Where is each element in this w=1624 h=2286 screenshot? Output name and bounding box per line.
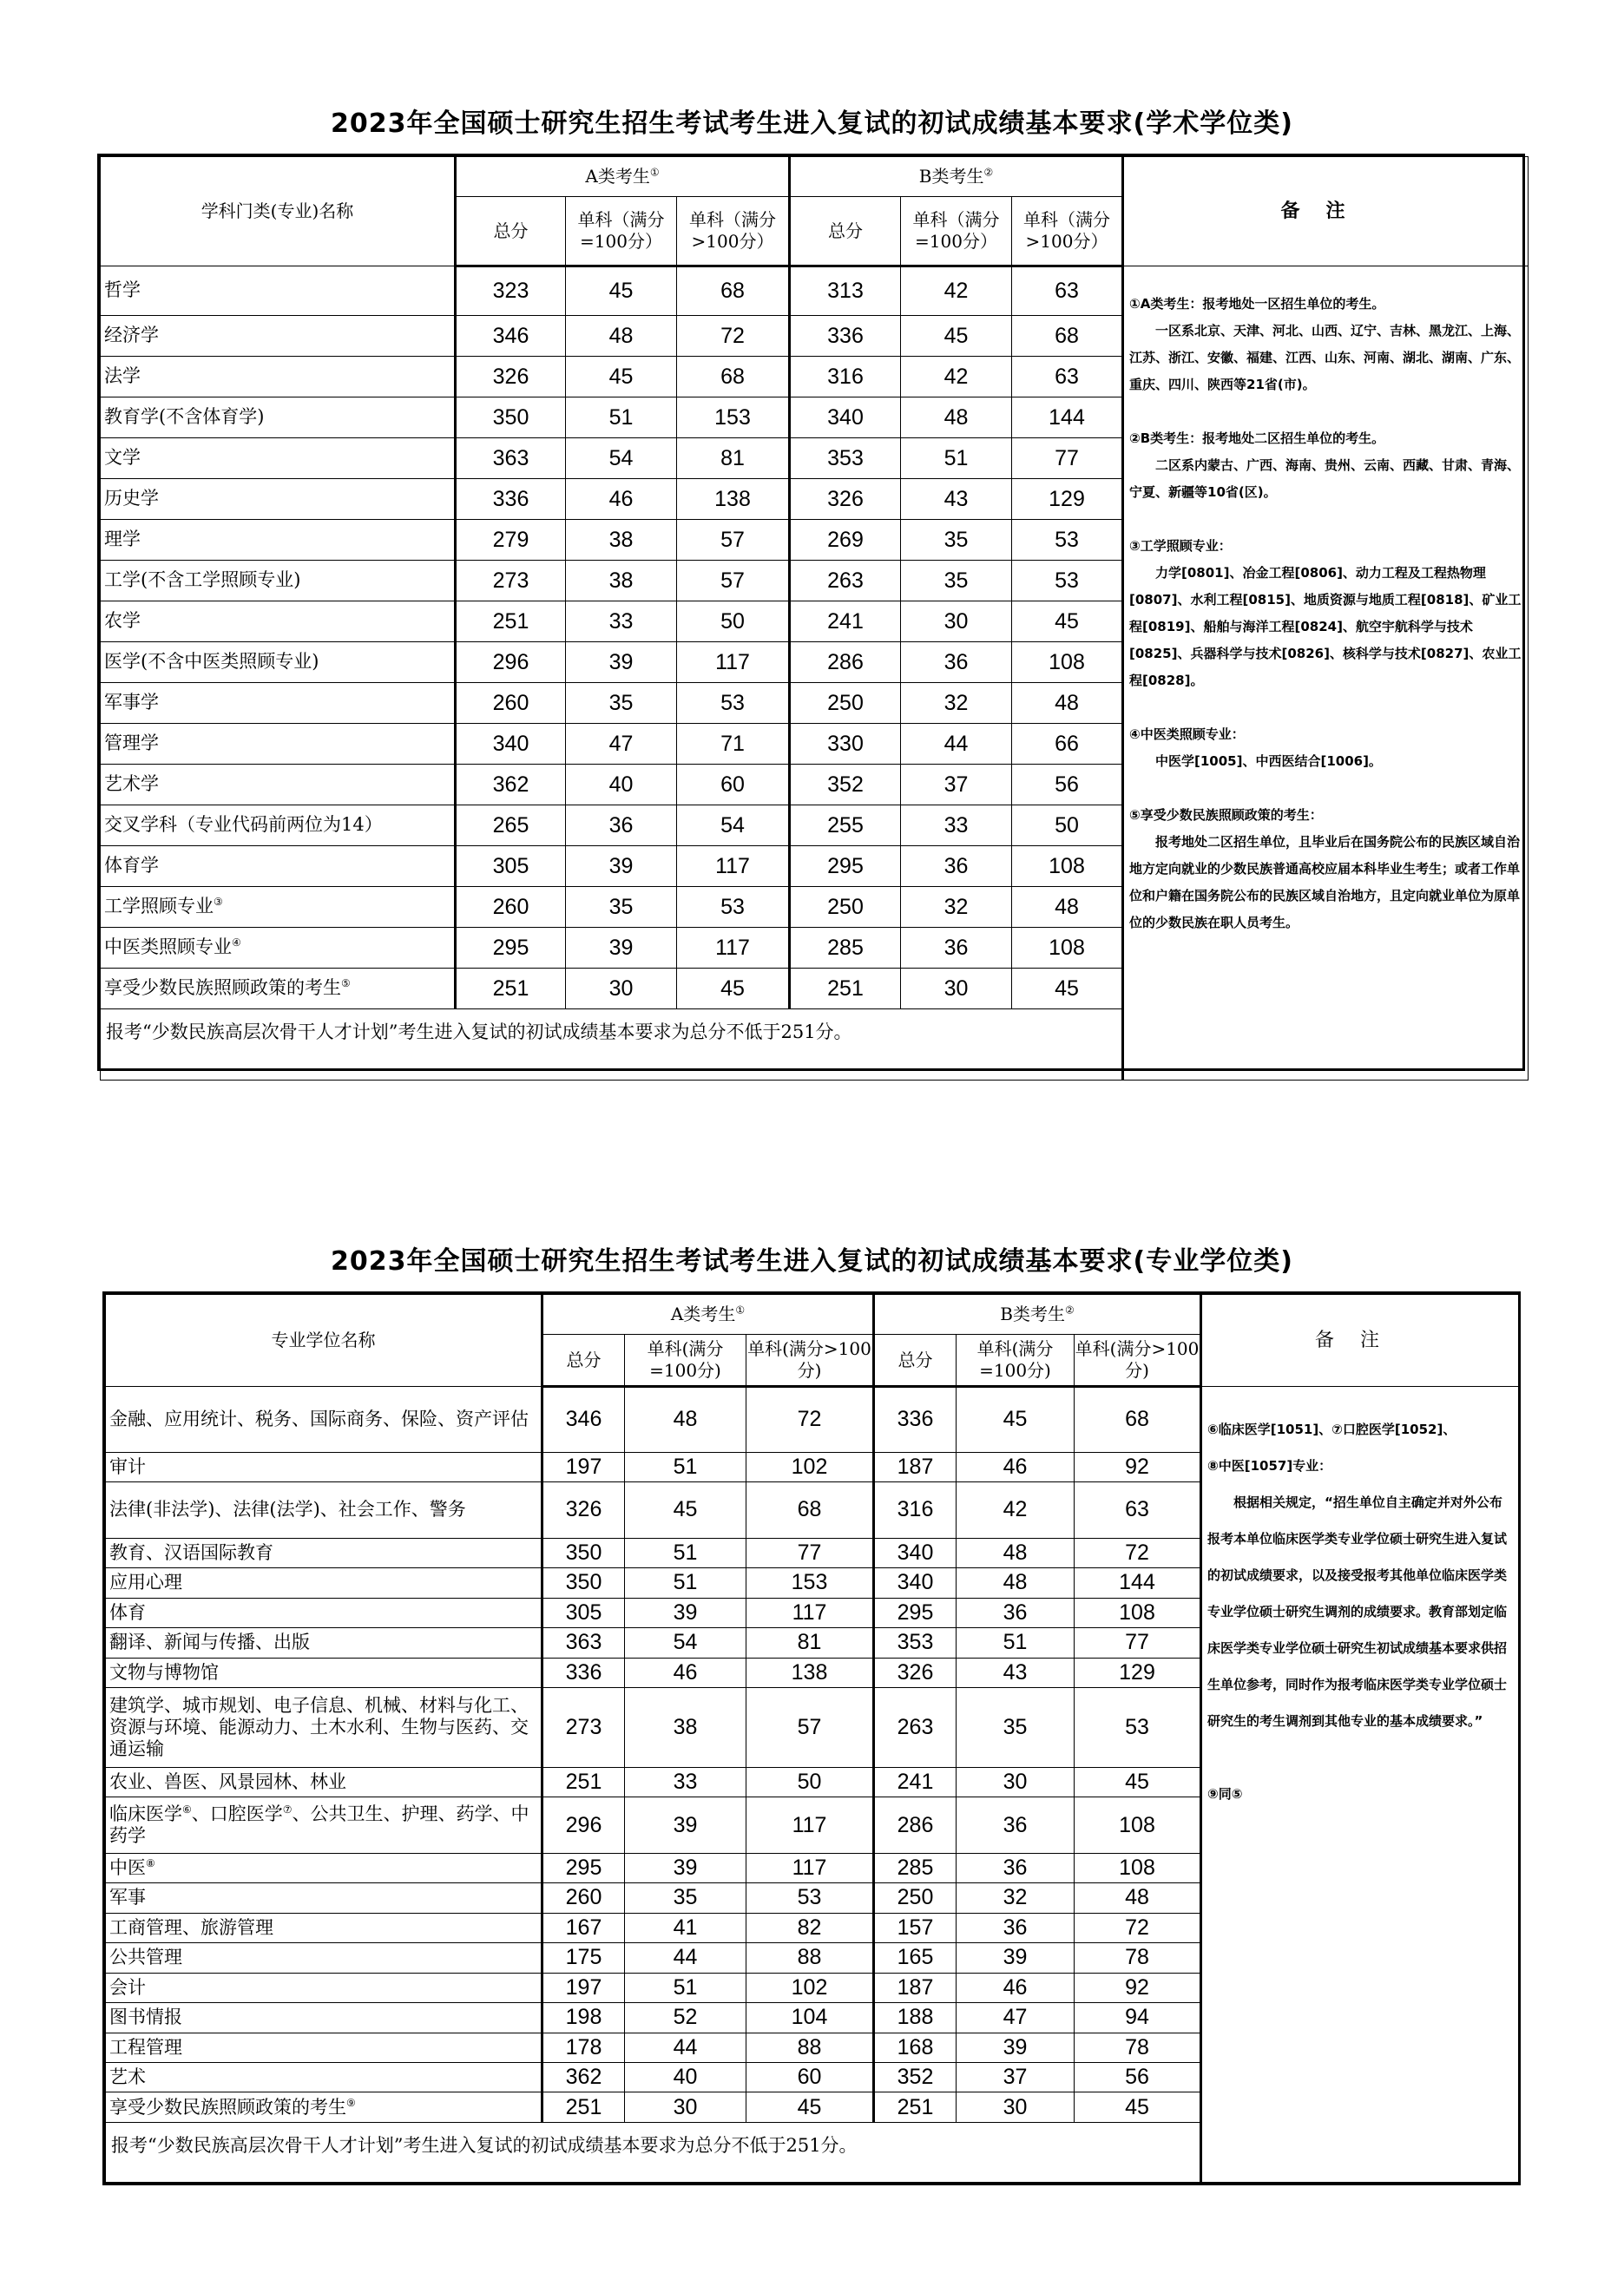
score-a-s100: 39	[625, 1853, 746, 1882]
table-row	[106, 1387, 1519, 1453]
score-a-total: 175	[542, 1943, 625, 1973]
score-b-s100: 42	[957, 1482, 1075, 1538]
score-a-sgt: 77	[746, 1538, 874, 1567]
score-a-total: 295	[456, 928, 566, 969]
subject-name: 法学	[101, 357, 456, 397]
score-a-total: 279	[456, 520, 566, 561]
name-col-header: 学科门类(专业)名称	[101, 157, 456, 266]
score-b-sgt: 144	[1075, 1568, 1201, 1598]
score-a-total: 305	[542, 1598, 625, 1627]
score-b-total: 326	[874, 1658, 957, 1687]
score-b-sgt: 108	[1075, 1797, 1201, 1853]
score-a-total: 346	[456, 316, 566, 357]
score-a-s100: 38	[566, 561, 677, 601]
score-a-s100: 51	[625, 1973, 746, 2002]
score-b-sgt: 129	[1012, 479, 1123, 520]
b-single-100-header: 单科（满分=100分）	[901, 197, 1012, 266]
degree-name: 审计	[106, 1452, 542, 1481]
score-a-sgt: 60	[677, 765, 790, 805]
score-b-sgt: 108	[1075, 1598, 1201, 1627]
score-a-sgt: 153	[746, 1568, 874, 1598]
score-a-s100: 33	[566, 601, 677, 642]
score-b-total: 157	[874, 1913, 957, 1942]
score-a-sgt: 68	[677, 357, 790, 397]
score-a-sgt: 117	[677, 642, 790, 683]
score-a-s100: 36	[566, 805, 677, 846]
score-a-sgt: 138	[746, 1658, 874, 1687]
score-b-sgt: 94	[1075, 2003, 1201, 2033]
score-a-sgt: 50	[746, 1767, 874, 1797]
score-b-sgt: 108	[1012, 642, 1123, 683]
score-a-sgt: 53	[677, 683, 790, 724]
score-a-s100: 39	[625, 1598, 746, 1627]
score-a-total: 326	[456, 357, 566, 397]
score-a-total: 326	[542, 1482, 625, 1538]
score-a-total: 340	[456, 724, 566, 765]
score-a-s100: 46	[566, 479, 677, 520]
score-b-s100: 43	[901, 479, 1012, 520]
footer-note: 报考“少数民族高层次骨干人才计划”考生进入复试的初试成绩基本要求为总分不低于251分。	[106, 2122, 1201, 2182]
score-b-sgt: 77	[1012, 438, 1123, 479]
score-a-sgt: 71	[677, 724, 790, 765]
degree-name: 翻译、新闻与传播、出版	[106, 1628, 542, 1658]
degree-name: 工程管理	[106, 2033, 542, 2062]
score-b-s100: 36	[901, 642, 1012, 683]
score-b-s100: 44	[901, 724, 1012, 765]
score-b-s100: 35	[957, 1687, 1075, 1767]
score-a-sgt: 57	[746, 1687, 874, 1767]
degree-name: 公共管理	[106, 1943, 542, 1973]
score-a-total: 336	[542, 1658, 625, 1687]
score-b-s100: 30	[901, 601, 1012, 642]
subject-name: 艺术学	[101, 765, 456, 805]
score-b-total: 285	[874, 1853, 957, 1882]
table-row	[101, 266, 1529, 316]
subject-name: 医学(不含中医类照顾专业)	[101, 642, 456, 683]
score-a-sgt: 117	[677, 846, 790, 887]
score-b-s100: 43	[957, 1658, 1075, 1687]
score-b-total: 336	[874, 1387, 957, 1453]
score-a-sgt: 53	[746, 1883, 874, 1913]
score-b-total: 316	[874, 1482, 957, 1538]
score-a-s100: 35	[625, 1883, 746, 1913]
score-a-total: 260	[542, 1883, 625, 1913]
score-b-sgt: 92	[1075, 1452, 1201, 1481]
score-b-total: 352	[874, 2063, 957, 2092]
score-b-sgt: 45	[1012, 601, 1123, 642]
pro-b-single-gt100-header: 单科(满分>100分)	[1075, 1335, 1201, 1387]
score-a-sgt: 82	[746, 1913, 874, 1942]
degree-name: 农业、兽医、风景园林、林业	[106, 1767, 542, 1797]
score-a-total: 363	[456, 438, 566, 479]
score-b-sgt: 45	[1075, 2092, 1201, 2122]
score-a-total: 350	[542, 1538, 625, 1567]
score-a-s100: 48	[566, 316, 677, 357]
b-total-header: 总分	[790, 197, 901, 266]
score-a-s100: 35	[566, 887, 677, 928]
subject-name: 经济学	[101, 316, 456, 357]
score-b-sgt: 48	[1075, 1883, 1201, 1913]
score-b-s100: 47	[957, 2003, 1075, 2033]
score-b-s100: 35	[901, 561, 1012, 601]
score-b-total: 326	[790, 479, 901, 520]
remarks-notes: ⑥临床医学[1051]、⑦口腔医学[1052]、 ⑧中医[1057]专业： 根据相关规定，“招生单位自主确定并对外公布报考本单位临床医学类专业学位硕士研究生进入复试的初试成绩要求，以及接受报考其他单位临床医学类专业学位硕士研究生调剂的成绩要求。教育部划定临床医学类专业学位硕士研究生初试成绩基本要求供招生单位参考，同时作为报考临床医学类专业学位硕士研究生的考生调剂到其他专业的基本成绩要求。” ⑨同⑤	[1201, 1387, 1519, 2183]
score-b-sgt: 77	[1075, 1628, 1201, 1658]
score-a-s100: 54	[566, 438, 677, 479]
score-a-total: 251	[542, 1767, 625, 1797]
score-b-total: 187	[874, 1973, 957, 2002]
score-b-sgt: 78	[1075, 2033, 1201, 2062]
score-a-total: 260	[456, 887, 566, 928]
score-a-s100: 51	[625, 1568, 746, 1598]
remarks-notes: ①A类考生：报考地处一区招生单位的考生。 一区系北京、天津、河北、山西、辽宁、吉林、黑龙江、上海、江苏、浙江、安徽、福建、江西、山东、河南、湖北、湖南、广东、重庆、四川、陕西等21省(市)。 ②B类考生：报考地处二区招生单位的考生。 二区系内蒙古、广西、海南、贵州、云南、西藏、甘肃、青海、宁夏、新疆等10省(区)。 ③工学照顾专业： 力学[0801]、冶金工程[0806]、动力工程及工程热物理[0807]、水利工程[0815]、地质资源与地质工程[0818]、矿业工程[0819]、船舶与海洋工程[0824]、航空宇航科学与技术[0825]、兵器科学与技术[0826]、核科学与技术[0827]、农业工程[0828]。 ④中医类照顾专业： 中医学[1005]、中西医结合[1006]。 ⑤享受少数民族照顾政策的考生： 报考地处二区招生单位，且毕业后在国务院公布的民族区域自治地方定向就业的少数民族普通高校应届本科毕业生考生；或者工作单位和户籍在国务院公布的民族区域自治地方，且定向就业单位为原单位的少数民族在职人员考生。	[1123, 266, 1529, 1081]
subject-name: 理学	[101, 520, 456, 561]
score-a-sgt: 81	[746, 1628, 874, 1658]
score-a-total: 167	[542, 1913, 625, 1942]
score-b-sgt: 48	[1012, 887, 1123, 928]
subject-name: 农学	[101, 601, 456, 642]
score-b-total: 269	[790, 520, 901, 561]
score-b-sgt: 144	[1012, 397, 1123, 438]
score-a-s100: 41	[625, 1913, 746, 1942]
score-a-sgt: 68	[677, 266, 790, 316]
score-a-sgt: 45	[677, 969, 790, 1009]
degree-name: 应用心理	[106, 1568, 542, 1598]
score-a-total: 346	[542, 1387, 625, 1453]
score-b-sgt: 45	[1012, 969, 1123, 1009]
subject-name: 军事学	[101, 683, 456, 724]
score-b-sgt: 63	[1012, 266, 1123, 316]
score-b-total: 286	[874, 1797, 957, 1853]
score-a-sgt: 104	[746, 2003, 874, 2033]
score-b-sgt: 50	[1012, 805, 1123, 846]
pro-remarks-header: 备注	[1201, 1295, 1519, 1387]
degree-name: 体育	[106, 1598, 542, 1627]
score-b-total: 295	[790, 846, 901, 887]
score-b-s100: 36	[957, 1913, 1075, 1942]
degree-name: 临床医学⑥、口腔医学⑦、公共卫生、护理、药学、中药学	[106, 1797, 542, 1853]
score-b-sgt: 129	[1075, 1658, 1201, 1687]
score-a-sgt: 54	[677, 805, 790, 846]
score-a-total: 323	[456, 266, 566, 316]
score-a-s100: 38	[625, 1687, 746, 1767]
degree-name: 军事	[106, 1883, 542, 1913]
score-b-s100: 30	[957, 2092, 1075, 2122]
score-b-s100: 45	[957, 1387, 1075, 1453]
subject-name: 教育学(不含体育学)	[101, 397, 456, 438]
score-a-s100: 40	[566, 765, 677, 805]
score-a-total: 295	[542, 1853, 625, 1882]
score-a-sgt: 153	[677, 397, 790, 438]
score-a-sgt: 60	[746, 2063, 874, 2092]
professional-title: 2023年全国硕士研究生招生考试考生进入复试的初试成绩基本要求(专业学位类)	[331, 1246, 1293, 1277]
score-b-total: 255	[790, 805, 901, 846]
score-a-s100: 39	[566, 642, 677, 683]
score-b-s100: 48	[957, 1568, 1075, 1598]
score-b-sgt: 53	[1075, 1687, 1201, 1767]
score-b-total: 353	[790, 438, 901, 479]
degree-name: 艺术	[106, 2063, 542, 2092]
score-b-total: 263	[790, 561, 901, 601]
subject-name: 中医类照顾专业④	[101, 928, 456, 969]
score-b-total: 188	[874, 2003, 957, 2033]
degree-name: 中医⑧	[106, 1853, 542, 1882]
score-b-s100: 32	[901, 683, 1012, 724]
score-b-total: 316	[790, 357, 901, 397]
pro-a-total-header: 总分	[542, 1335, 625, 1387]
subject-name: 管理学	[101, 724, 456, 765]
score-b-s100: 36	[957, 1853, 1075, 1882]
pro-a-single-100-header: 单科(满分=100分)	[625, 1335, 746, 1387]
score-a-total: 260	[456, 683, 566, 724]
score-b-total: 187	[874, 1452, 957, 1481]
degree-name: 文物与博物馆	[106, 1658, 542, 1687]
score-b-total: 340	[790, 397, 901, 438]
score-b-s100: 36	[957, 1797, 1075, 1853]
score-a-sgt: 88	[746, 1943, 874, 1973]
score-b-total: 285	[790, 928, 901, 969]
score-a-s100: 51	[625, 1538, 746, 1567]
score-a-total: 362	[456, 765, 566, 805]
score-b-s100: 46	[957, 1973, 1075, 2002]
score-a-total: 350	[542, 1568, 625, 1598]
score-b-sgt: 68	[1075, 1387, 1201, 1453]
score-a-total: 251	[542, 2092, 625, 2122]
score-b-total: 336	[790, 316, 901, 357]
score-b-s100: 39	[957, 1943, 1075, 1973]
score-b-sgt: 45	[1075, 1767, 1201, 1797]
score-b-total: 168	[874, 2033, 957, 2062]
academic-title: 2023年全国硕士研究生招生考试考生进入复试的初试成绩基本要求(学术学位类)	[331, 108, 1293, 139]
score-a-s100: 30	[625, 2092, 746, 2122]
degree-name: 法律(非法学)、法律(法学)、社会工作、警务	[106, 1482, 542, 1538]
score-a-s100: 52	[625, 2003, 746, 2033]
score-a-sgt: 72	[746, 1387, 874, 1453]
score-a-sgt: 117	[746, 1598, 874, 1627]
score-a-s100: 51	[625, 1452, 746, 1481]
subject-name: 工学(不含工学照顾专业)	[101, 561, 456, 601]
score-b-s100: 35	[901, 520, 1012, 561]
a-total-header: 总分	[456, 197, 566, 266]
score-a-total: 305	[456, 846, 566, 887]
score-b-total: 241	[790, 601, 901, 642]
score-a-total: 336	[456, 479, 566, 520]
score-b-total: 295	[874, 1598, 957, 1627]
score-a-s100: 30	[566, 969, 677, 1009]
score-b-s100: 33	[901, 805, 1012, 846]
score-a-total: 273	[542, 1687, 625, 1767]
score-a-total: 197	[542, 1973, 625, 2002]
score-b-sgt: 63	[1075, 1482, 1201, 1538]
score-a-s100: 33	[625, 1767, 746, 1797]
remarks-header: 备注	[1123, 157, 1529, 266]
group-b-header: B类考生②	[790, 157, 1123, 197]
score-b-s100: 42	[901, 266, 1012, 316]
score-b-sgt: 63	[1012, 357, 1123, 397]
score-b-total: 352	[790, 765, 901, 805]
pro-name-col-header: 专业学位名称	[106, 1295, 542, 1387]
score-b-sgt: 48	[1012, 683, 1123, 724]
a-single-100-header: 单科（满分=100分）	[566, 197, 677, 266]
score-b-s100: 30	[901, 969, 1012, 1009]
score-b-total: 241	[874, 1767, 957, 1797]
pro-a-single-gt100-header: 单科(满分>100分)	[746, 1335, 874, 1387]
score-b-total: 313	[790, 266, 901, 316]
score-a-sgt: 88	[746, 2033, 874, 2062]
score-b-sgt: 108	[1012, 928, 1123, 969]
score-a-total: 265	[456, 805, 566, 846]
score-a-total: 296	[542, 1797, 625, 1853]
score-a-s100: 38	[566, 520, 677, 561]
score-b-s100: 51	[901, 438, 1012, 479]
score-b-sgt: 66	[1012, 724, 1123, 765]
score-b-sgt: 72	[1075, 1913, 1201, 1942]
score-a-total: 350	[456, 397, 566, 438]
score-b-s100: 46	[957, 1452, 1075, 1481]
subject-name: 文学	[101, 438, 456, 479]
score-b-total: 340	[874, 1538, 957, 1567]
score-a-sgt: 117	[746, 1853, 874, 1882]
score-a-sgt: 117	[677, 928, 790, 969]
score-a-s100: 39	[566, 846, 677, 887]
score-a-s100: 54	[625, 1628, 746, 1658]
score-b-total: 251	[874, 2092, 957, 2122]
score-b-total: 353	[874, 1628, 957, 1658]
academic-table	[97, 154, 1525, 1071]
pro-b-single-100-header: 单科(满分=100分)	[957, 1335, 1075, 1387]
score-b-s100: 37	[957, 2063, 1075, 2092]
score-a-sgt: 102	[746, 1973, 874, 2002]
score-b-total: 330	[790, 724, 901, 765]
score-a-sgt: 81	[677, 438, 790, 479]
pro-group-a-header: A类考生①	[542, 1295, 874, 1335]
score-a-sgt: 45	[746, 2092, 874, 2122]
score-b-s100: 48	[957, 1538, 1075, 1567]
score-b-total: 250	[790, 887, 901, 928]
score-a-total: 198	[542, 2003, 625, 2033]
pro-b-total-header: 总分	[874, 1335, 957, 1387]
degree-name: 教育、汉语国际教育	[106, 1538, 542, 1567]
score-b-sgt: 56	[1075, 2063, 1201, 2092]
degree-name: 会计	[106, 1973, 542, 2002]
score-b-s100: 39	[957, 2033, 1075, 2062]
degree-name: 金融、应用统计、税务、国际商务、保险、资产评估	[106, 1387, 542, 1453]
score-a-sgt: 50	[677, 601, 790, 642]
score-b-sgt: 72	[1075, 1538, 1201, 1567]
score-b-total: 251	[790, 969, 901, 1009]
score-a-sgt: 72	[677, 316, 790, 357]
score-a-s100: 40	[625, 2063, 746, 2092]
score-b-sgt: 78	[1075, 1943, 1201, 1973]
score-a-total: 273	[456, 561, 566, 601]
score-a-s100: 45	[625, 1482, 746, 1538]
score-b-sgt: 68	[1012, 316, 1123, 357]
score-a-s100: 44	[625, 1943, 746, 1973]
score-b-s100: 32	[957, 1883, 1075, 1913]
score-b-s100: 45	[901, 316, 1012, 357]
footer-note: 报考“少数民族高层次骨干人才计划”考生进入复试的初试成绩基本要求为总分不低于251分。	[101, 1009, 1123, 1081]
subject-name: 历史学	[101, 479, 456, 520]
subject-name: 交叉学科（专业代码前两位为14）	[101, 805, 456, 846]
score-a-total: 178	[542, 2033, 625, 2062]
professional-table	[102, 1291, 1521, 2185]
score-b-total: 263	[874, 1687, 957, 1767]
degree-name: 享受少数民族照顾政策的考生⑨	[106, 2092, 542, 2122]
score-a-s100: 47	[566, 724, 677, 765]
score-b-total: 286	[790, 642, 901, 683]
score-a-sgt: 53	[677, 887, 790, 928]
a-single-gt100-header: 单科（满分>100分）	[677, 197, 790, 266]
score-b-s100: 30	[957, 1767, 1075, 1797]
score-a-total: 296	[456, 642, 566, 683]
score-a-sgt: 57	[677, 561, 790, 601]
score-b-sgt: 53	[1012, 520, 1123, 561]
subject-name: 享受少数民族照顾政策的考生⑤	[101, 969, 456, 1009]
subject-name: 体育学	[101, 846, 456, 887]
score-b-sgt: 56	[1012, 765, 1123, 805]
score-a-total: 362	[542, 2063, 625, 2092]
score-b-s100: 36	[901, 928, 1012, 969]
score-b-s100: 36	[957, 1598, 1075, 1627]
score-b-s100: 37	[901, 765, 1012, 805]
score-a-s100: 45	[566, 357, 677, 397]
score-a-s100: 45	[566, 266, 677, 316]
score-b-sgt: 53	[1012, 561, 1123, 601]
score-b-sgt: 92	[1075, 1973, 1201, 2002]
score-a-total: 251	[456, 601, 566, 642]
score-b-s100: 51	[957, 1628, 1075, 1658]
degree-name: 工商管理、旅游管理	[106, 1913, 542, 1942]
score-a-total: 363	[542, 1628, 625, 1658]
group-a-header: A类考生①	[456, 157, 790, 197]
degree-name: 建筑学、城市规划、电子信息、机械、材料与化工、资源与环境、能源动力、土木水利、生物与医药、交通运输	[106, 1687, 542, 1767]
score-a-total: 197	[542, 1452, 625, 1481]
score-a-s100: 39	[625, 1797, 746, 1853]
score-b-s100: 42	[901, 357, 1012, 397]
score-a-s100: 35	[566, 683, 677, 724]
score-a-s100: 46	[625, 1658, 746, 1687]
score-a-s100: 48	[625, 1387, 746, 1453]
score-b-s100: 36	[901, 846, 1012, 887]
subject-name: 哲学	[101, 266, 456, 316]
score-b-total: 165	[874, 1943, 957, 1973]
score-a-sgt: 117	[746, 1797, 874, 1853]
score-a-sgt: 102	[746, 1452, 874, 1481]
subject-name: 工学照顾专业③	[101, 887, 456, 928]
score-a-sgt: 138	[677, 479, 790, 520]
score-b-s100: 48	[901, 397, 1012, 438]
score-b-sgt: 108	[1075, 1853, 1201, 1882]
pro-group-b-header: B类考生②	[874, 1295, 1201, 1335]
score-b-total: 340	[874, 1568, 957, 1598]
score-b-sgt: 108	[1012, 846, 1123, 887]
score-a-sgt: 57	[677, 520, 790, 561]
score-b-s100: 32	[901, 887, 1012, 928]
score-a-s100: 44	[625, 2033, 746, 2062]
score-a-sgt: 68	[746, 1482, 874, 1538]
b-single-gt100-header: 单科（满分>100分）	[1012, 197, 1123, 266]
degree-name: 图书情报	[106, 2003, 542, 2033]
score-a-s100: 39	[566, 928, 677, 969]
score-b-total: 250	[790, 683, 901, 724]
score-b-total: 250	[874, 1883, 957, 1913]
score-a-total: 251	[456, 969, 566, 1009]
score-a-s100: 51	[566, 397, 677, 438]
